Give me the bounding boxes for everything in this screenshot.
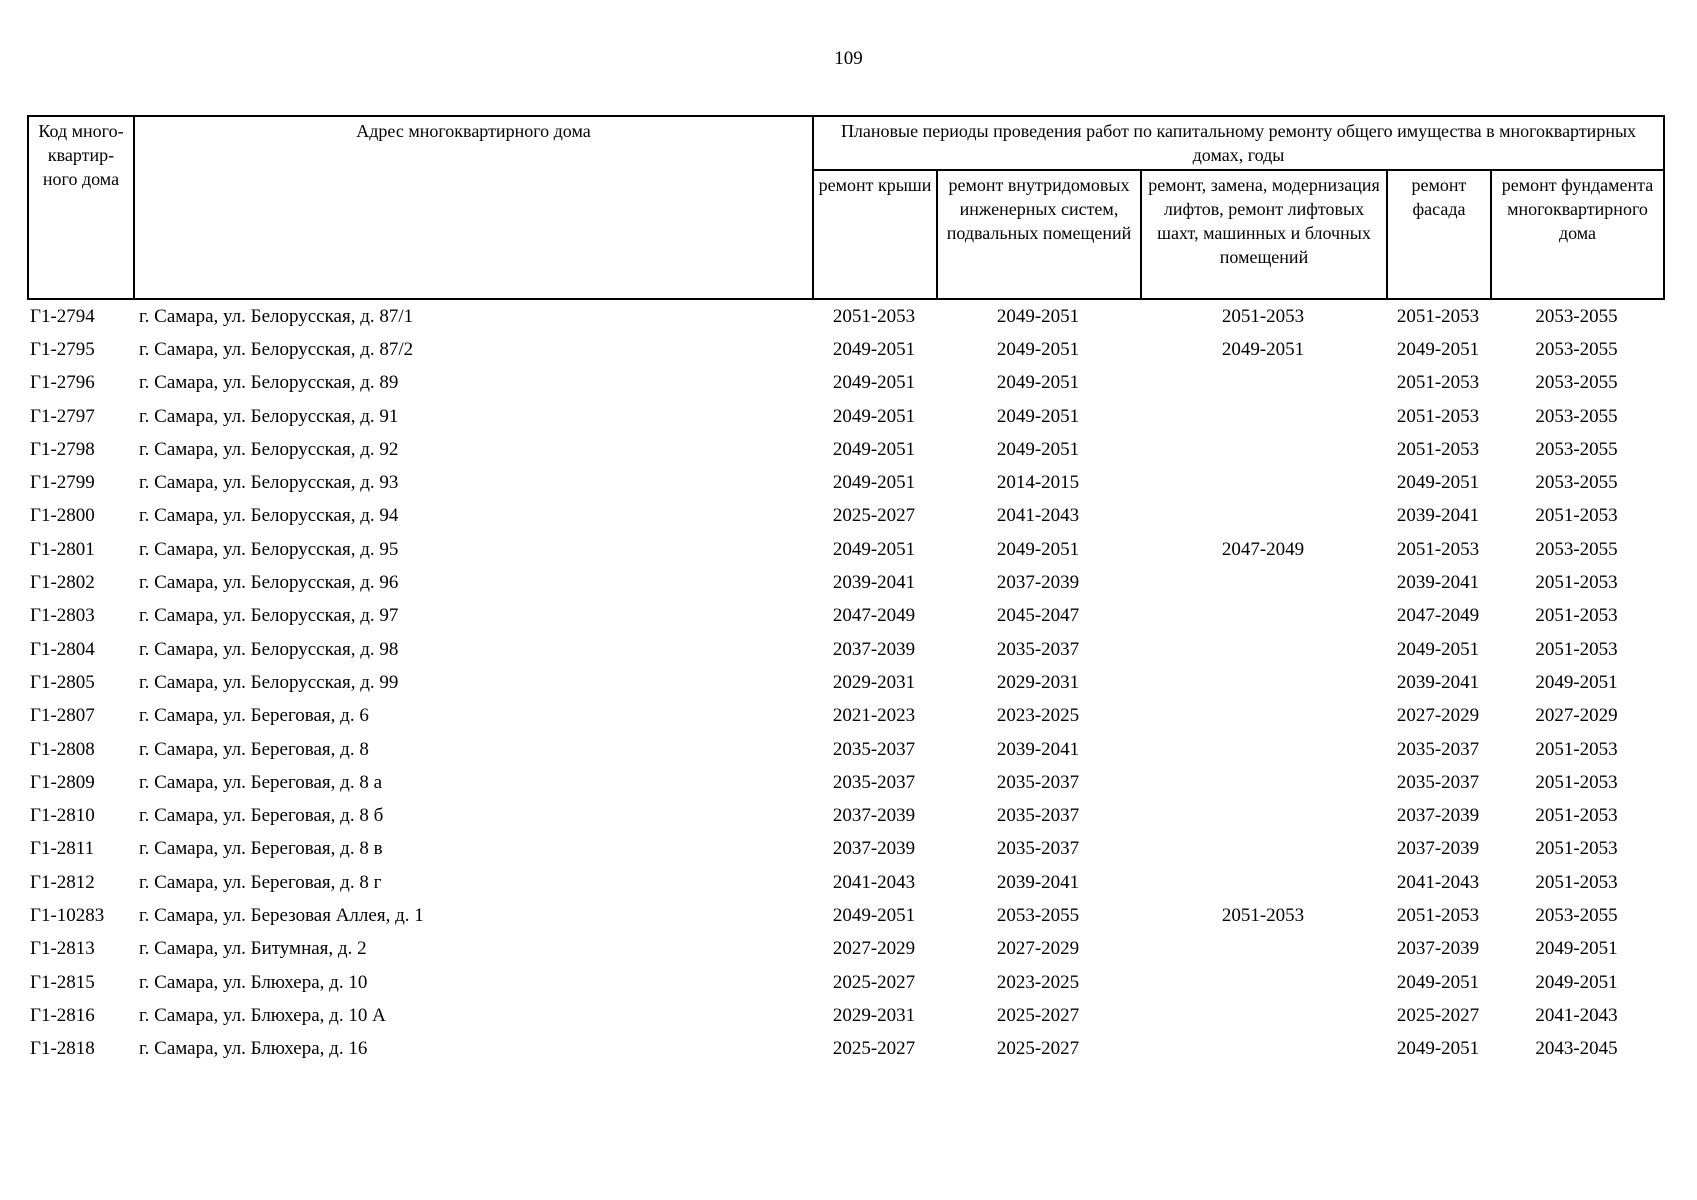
cell-foundation: 2053-2055 <box>1535 305 1618 327</box>
table-row <box>27 666 1663 699</box>
cell-roof: 2049-2051 <box>832 472 916 494</box>
table-row <box>27 1033 1663 1066</box>
cell-facade: 2049-2051 <box>1396 638 1480 660</box>
table-row <box>27 466 1663 499</box>
cell-address: г. Самара, ул. Береговая, д. 8 а <box>139 771 383 793</box>
cell-code: Г1-2798 <box>30 438 95 460</box>
table-row <box>27 866 1663 899</box>
header-code: Код много-квартир-ного дома <box>28 116 134 299</box>
table-row <box>27 933 1663 966</box>
cell-facade: 2039-2041 <box>1396 505 1480 527</box>
cell-systems: 2035-2037 <box>996 838 1080 860</box>
cell-foundation: 2053-2055 <box>1535 538 1618 560</box>
cell-systems: 2025-2027 <box>996 1038 1080 1060</box>
cell-systems: 2049-2051 <box>996 338 1080 360</box>
table-row <box>27 766 1663 799</box>
cell-roof: 2049-2051 <box>832 405 916 427</box>
table-row <box>27 799 1663 832</box>
cell-systems: 2035-2037 <box>996 638 1080 660</box>
header-systems: ремонт внутридомовых инженерных систем, подвальных помещений <box>937 170 1141 299</box>
table-row <box>27 300 1663 333</box>
table-row <box>27 333 1663 366</box>
cell-lifts <box>1140 633 1386 666</box>
cell-roof: 2049-2051 <box>832 538 916 560</box>
cell-systems: 2049-2051 <box>996 538 1080 560</box>
cell-foundation: 2043-2045 <box>1535 1038 1618 1060</box>
table-row <box>27 433 1663 466</box>
cell-systems: 2023-2025 <box>996 971 1080 993</box>
cell-lifts <box>1140 866 1386 899</box>
table-row <box>27 733 1663 766</box>
cell-address: г. Самара, ул. Береговая, д. 6 <box>139 705 369 727</box>
cell-systems: 2027-2029 <box>996 938 1080 960</box>
cell-facade: 2049-2051 <box>1396 338 1480 360</box>
cell-lifts <box>1140 766 1386 799</box>
cell-address: г. Самара, ул. Береговая, д. 8 <box>139 738 369 760</box>
cell-roof: 2035-2037 <box>832 738 916 760</box>
cell-address: г. Самара, ул. Белорусская, д. 96 <box>139 572 399 594</box>
cell-code: Г1-2796 <box>30 372 95 394</box>
cell-foundation: 2041-2043 <box>1535 1004 1618 1026</box>
cell-address: г. Самара, ул. Белорусская, д. 87/1 <box>139 305 414 327</box>
cell-roof: 2037-2039 <box>832 805 916 827</box>
cell-facade: 2037-2039 <box>1396 805 1480 827</box>
cell-foundation: 2027-2029 <box>1535 705 1618 727</box>
cell-code: Г1-2795 <box>30 338 95 360</box>
table-row <box>27 500 1663 533</box>
cell-roof: 2047-2049 <box>832 605 916 627</box>
cell-code: Г1-2808 <box>30 738 95 760</box>
cell-facade: 2049-2051 <box>1396 971 1480 993</box>
cell-code: Г1-10283 <box>30 904 105 926</box>
cell-systems: 2014-2015 <box>996 472 1080 494</box>
cell-address: г. Самара, ул. Белорусская, д. 99 <box>139 671 399 693</box>
cell-systems: 2049-2051 <box>996 438 1080 460</box>
cell-address: г. Самара, ул. Блюхера, д. 10 А <box>139 1004 386 1026</box>
cell-facade: 2051-2053 <box>1396 372 1480 394</box>
cell-systems: 2035-2037 <box>996 805 1080 827</box>
cell-foundation: 2053-2055 <box>1535 405 1618 427</box>
cell-roof: 2029-2031 <box>832 1004 916 1026</box>
cell-code: Г1-2809 <box>30 771 95 793</box>
cell-foundation: 2049-2051 <box>1535 671 1618 693</box>
table-row <box>27 833 1663 866</box>
table-row <box>27 966 1663 999</box>
cell-foundation: 2053-2055 <box>1535 472 1618 494</box>
table-row <box>27 533 1663 566</box>
cell-code: Г1-2797 <box>30 405 95 427</box>
cell-systems: 2053-2055 <box>996 904 1080 926</box>
cell-facade: 2027-2029 <box>1396 705 1480 727</box>
cell-code: Г1-2816 <box>30 1004 95 1026</box>
cell-systems: 2037-2039 <box>996 572 1080 594</box>
cell-code: Г1-2799 <box>30 472 95 494</box>
header-address: Адрес многоквартирного дома <box>134 116 813 299</box>
table-header <box>27 115 1665 300</box>
cell-roof: 2051-2053 <box>832 305 916 327</box>
cell-foundation: 2051-2053 <box>1535 605 1618 627</box>
cell-systems: 2049-2051 <box>996 305 1080 327</box>
cell-roof: 2049-2051 <box>832 372 916 394</box>
cell-roof: 2025-2027 <box>832 971 916 993</box>
cell-facade: 2051-2053 <box>1396 305 1480 327</box>
cell-facade: 2039-2041 <box>1396 671 1480 693</box>
cell-roof: 2025-2027 <box>832 505 916 527</box>
cell-facade: 2035-2037 <box>1396 771 1480 793</box>
cell-roof: 2041-2043 <box>832 871 916 893</box>
cell-roof: 2021-2023 <box>832 705 916 727</box>
cell-roof: 2027-2029 <box>832 938 916 960</box>
cell-foundation: 2053-2055 <box>1535 372 1618 394</box>
cell-roof: 2039-2041 <box>832 572 916 594</box>
cell-facade: 2049-2051 <box>1396 472 1480 494</box>
cell-address: г. Самара, ул. Береговая, д. 8 г <box>139 871 382 893</box>
cell-address: г. Самара, ул. Береговая, д. 8 б <box>139 805 384 827</box>
cell-systems: 2029-2031 <box>996 671 1080 693</box>
cell-facade: 2035-2037 <box>1396 738 1480 760</box>
cell-code: Г1-2811 <box>30 838 95 860</box>
cell-lifts <box>1140 500 1386 533</box>
cell-foundation: 2051-2053 <box>1535 572 1618 594</box>
cell-address: г. Самара, ул. Белорусская, д. 87/2 <box>139 338 414 360</box>
cell-lifts: 2049-2051 <box>1221 338 1305 360</box>
cell-address: г. Самара, ул. Белорусская, д. 93 <box>139 472 399 494</box>
cell-code: Г1-2803 <box>30 605 95 627</box>
cell-address: г. Самара, ул. Белорусская, д. 98 <box>139 638 399 660</box>
cell-code: Г1-2813 <box>30 938 95 960</box>
cell-systems: 2035-2037 <box>996 771 1080 793</box>
header-roof: ремонт крыши <box>813 170 937 299</box>
cell-roof: 2049-2051 <box>832 338 916 360</box>
cell-facade: 2039-2041 <box>1396 572 1480 594</box>
cell-facade: 2037-2039 <box>1396 838 1480 860</box>
cell-code: Г1-2815 <box>30 971 95 993</box>
table-row <box>27 899 1663 932</box>
cell-facade: 2051-2053 <box>1396 438 1480 460</box>
cell-lifts <box>1140 400 1386 433</box>
cell-address: г. Самара, ул. Белорусская, д. 95 <box>139 538 399 560</box>
cell-facade: 2049-2051 <box>1396 1038 1480 1060</box>
cell-systems: 2049-2051 <box>996 405 1080 427</box>
cell-lifts <box>1140 1033 1386 1066</box>
cell-foundation: 2051-2053 <box>1535 738 1618 760</box>
cell-foundation: 2053-2055 <box>1535 338 1618 360</box>
cell-address: г. Самара, ул. Белорусская, д. 91 <box>139 405 399 427</box>
cell-address: г. Самара, ул. Блюхера, д. 16 <box>139 1038 368 1060</box>
cell-roof: 2037-2039 <box>832 638 916 660</box>
table-row <box>27 566 1663 599</box>
table-row <box>27 367 1663 400</box>
table-row <box>27 400 1663 433</box>
cell-address: г. Самара, ул. Белорусская, д. 89 <box>139 372 399 394</box>
cell-facade: 2051-2053 <box>1396 904 1480 926</box>
cell-code: Г1-2807 <box>30 705 95 727</box>
cell-lifts: 2047-2049 <box>1221 538 1305 560</box>
cell-foundation: 2051-2053 <box>1535 638 1618 660</box>
cell-lifts <box>1140 600 1386 633</box>
cell-systems: 2039-2041 <box>996 871 1080 893</box>
cell-address: г. Самара, ул. Береговая, д. 8 в <box>139 838 383 860</box>
cell-systems: 2045-2047 <box>996 605 1080 627</box>
cell-systems: 2025-2027 <box>996 1004 1080 1026</box>
cell-lifts <box>1140 367 1386 400</box>
cell-lifts <box>1140 733 1386 766</box>
header-facade: ремонт фасада <box>1387 170 1491 299</box>
cell-code: Г1-2800 <box>30 505 95 527</box>
table-row <box>27 633 1663 666</box>
cell-lifts <box>1140 466 1386 499</box>
cell-lifts <box>1140 999 1386 1032</box>
header-foundation: ремонт фундамента многоквартирного дома <box>1491 170 1664 299</box>
cell-facade: 2047-2049 <box>1396 605 1480 627</box>
cell-address: г. Самара, ул. Белорусская, д. 94 <box>139 505 399 527</box>
cell-foundation: 2049-2051 <box>1535 938 1618 960</box>
cell-lifts <box>1140 833 1386 866</box>
cell-lifts <box>1140 433 1386 466</box>
cell-lifts <box>1140 966 1386 999</box>
cell-foundation: 2053-2055 <box>1535 904 1618 926</box>
cell-facade: 2051-2053 <box>1396 405 1480 427</box>
cell-address: г. Самара, ул. Белорусская, д. 92 <box>139 438 399 460</box>
cell-code: Г1-2794 <box>30 305 95 327</box>
cell-roof: 2049-2051 <box>832 904 916 926</box>
table-row <box>27 999 1663 1032</box>
cell-lifts <box>1140 933 1386 966</box>
cell-foundation: 2051-2053 <box>1535 805 1618 827</box>
cell-roof: 2035-2037 <box>832 771 916 793</box>
cell-code: Г1-2805 <box>30 671 95 693</box>
cell-lifts <box>1140 799 1386 832</box>
cell-roof: 2037-2039 <box>832 838 916 860</box>
cell-foundation: 2049-2051 <box>1535 971 1618 993</box>
cell-roof: 2025-2027 <box>832 1038 916 1060</box>
cell-foundation: 2051-2053 <box>1535 505 1618 527</box>
cell-lifts <box>1140 700 1386 733</box>
cell-roof: 2049-2051 <box>832 438 916 460</box>
cell-code: Г1-2804 <box>30 638 95 660</box>
cell-systems: 2041-2043 <box>996 505 1080 527</box>
page-number: 109 <box>834 48 863 69</box>
header-lifts: ремонт, замена, модернизация лифтов, ремонт лифтовых шахт, машинных и блочных помещений <box>1141 170 1387 299</box>
cell-systems: 2039-2041 <box>996 738 1080 760</box>
cell-roof: 2029-2031 <box>832 671 916 693</box>
cell-code: Г1-2812 <box>30 871 95 893</box>
cell-facade: 2037-2039 <box>1396 938 1480 960</box>
cell-code: Г1-2802 <box>30 572 95 594</box>
cell-address: г. Самара, ул. Блюхера, д. 10 <box>139 971 368 993</box>
cell-code: Г1-2818 <box>30 1038 95 1060</box>
cell-foundation: 2053-2055 <box>1535 438 1618 460</box>
cell-foundation: 2051-2053 <box>1535 871 1618 893</box>
cell-facade: 2041-2043 <box>1396 871 1480 893</box>
cell-code: Г1-2810 <box>30 805 95 827</box>
cell-lifts <box>1140 566 1386 599</box>
cell-facade: 2051-2053 <box>1396 538 1480 560</box>
cell-address: г. Самара, ул. Белорусская, д. 97 <box>139 605 399 627</box>
table-row <box>27 600 1663 633</box>
table-row <box>27 700 1663 733</box>
header-periods-group: Плановые периоды проведения работ по капитальному ремонту общего имущества в многоквартирных домах, годы <box>813 116 1664 170</box>
cell-systems: 2049-2051 <box>996 372 1080 394</box>
cell-code: Г1-2801 <box>30 538 95 560</box>
cell-systems: 2023-2025 <box>996 705 1080 727</box>
cell-foundation: 2051-2053 <box>1535 838 1618 860</box>
cell-lifts: 2051-2053 <box>1221 904 1305 926</box>
cell-lifts <box>1140 666 1386 699</box>
cell-lifts: 2051-2053 <box>1221 305 1305 327</box>
data-table <box>27 300 1663 1066</box>
cell-address: г. Самара, ул. Березовая Аллея, д. 1 <box>139 904 424 926</box>
cell-address: г. Самара, ул. Битумная, д. 2 <box>139 938 367 960</box>
cell-facade: 2025-2027 <box>1396 1004 1480 1026</box>
cell-foundation: 2051-2053 <box>1535 771 1618 793</box>
